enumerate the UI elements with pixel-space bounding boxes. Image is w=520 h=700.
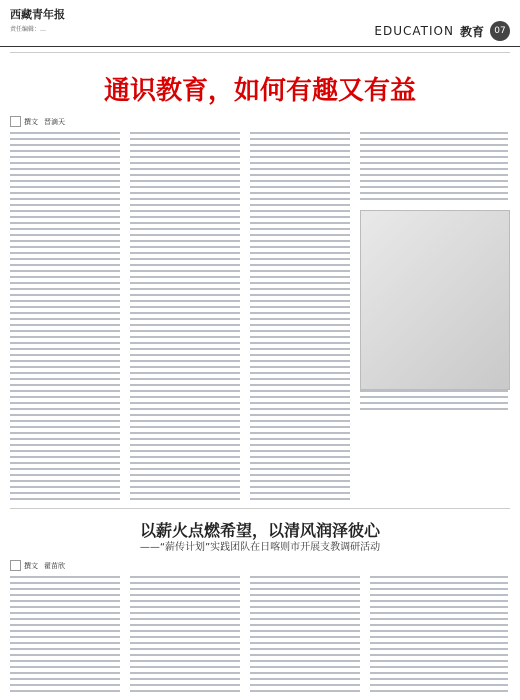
section-en: EDUCATION [374,24,454,38]
section-cn: 教育 [459,24,484,39]
page-header [0,0,520,47]
byline-prefix: 撰文 [24,561,38,570]
article-divider [10,508,510,509]
article2-col-1 [10,576,120,694]
byline-prefix: 撰文 [24,117,38,126]
article-col-3 [250,132,350,502]
photo-caption [360,390,508,410]
article2-col-3 [250,576,360,694]
main-headline: 通识教育，如何有趣又有益 [103,76,416,106]
article2-col-4 [370,576,508,694]
byline-2 [10,560,65,571]
article2-col-2 [130,576,240,694]
article-col-2 [130,132,240,502]
header-meta: 责任编辑：… [10,26,47,33]
page-number: 07 [490,21,510,41]
byline-1 [10,116,65,127]
byline-name: 翟苗欣 [44,561,65,570]
second-title: 以薪火点燃希望，以清风润泽彼心 [139,521,380,540]
byline-box [10,560,21,571]
header-divider [10,52,510,53]
photo [360,210,510,390]
article-col-1 [10,132,120,502]
byline-box [10,116,21,127]
section-badge [374,22,510,40]
second-subtitle: ——“薪传计划”实践团队在日喀则市开展支教调研活动 [139,542,381,553]
article-col-4-top [360,132,508,202]
masthead-title: 西藏青年报 [10,8,65,21]
byline-name: 晋滴天 [44,117,65,126]
